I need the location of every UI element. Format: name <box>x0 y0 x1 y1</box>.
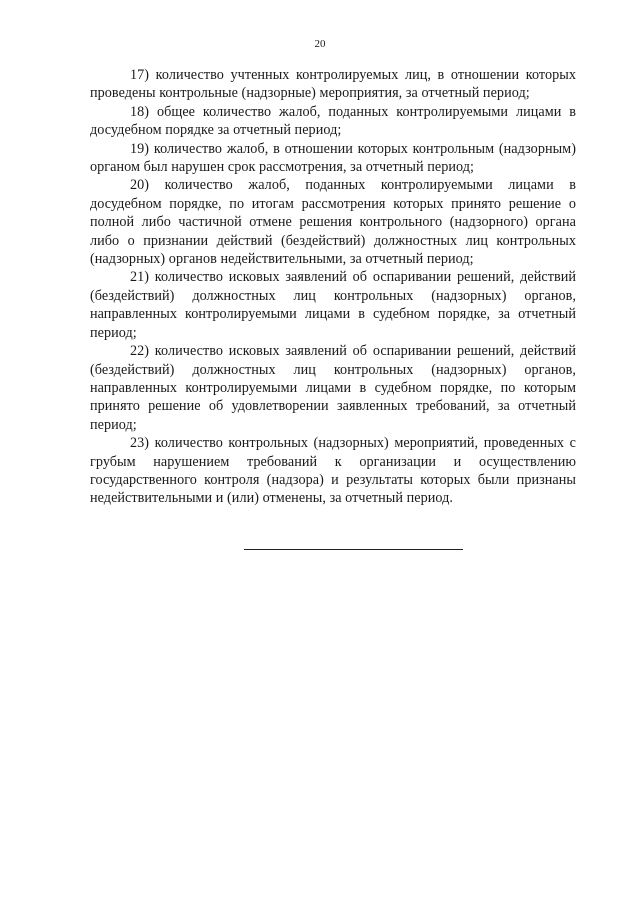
list-item-20: 20) количество жалоб, поданных контролируемыми лицами в досудебном порядке, по итогам рассмотрения которых принято решение о полной либо частичной отмене решения контрольного (надзорного) органа либо о признании действий (бездействий) должностных лиц контрольных (надзорных) органов недействительными, за отчетный период; <box>90 177 576 268</box>
list-item-21: 21) количество исковых заявлений об оспаривании решений, действий (бездействий) должностных лиц контрольных (надзорных) органов, направленных контролируемыми лицами в судебном порядке, за отчетный период; <box>90 269 576 341</box>
document-body <box>90 66 576 508</box>
list-item-22: 22) количество исковых заявлений об оспаривании решений, действий (бездействий) должностных лиц контрольных (надзорных) органов, направленных контролируемыми лицами в судебном порядке, по которым принято решение об удовлетворении заявленных требований, за отчетный период; <box>90 343 576 433</box>
end-separator-line <box>244 549 463 550</box>
list-item-18: 18) общее количество жалоб, поданных контролируемыми лицами в досудебном порядке за отчетный период; <box>90 103 576 139</box>
list-item-19: 19) количество жалоб, в отношении которых контрольным (надзорным) органом был нарушен срок рассмотрения, за отчетный период; <box>90 140 576 176</box>
list-item-17: 17) количество учтенных контролируемых лиц, в отношении которых проведены контрольные (надзорные) мероприятия, за отчетный период; <box>90 67 576 102</box>
list-item-23: 23) количество контрольных (надзорных) мероприятий, проведенных с грубым нарушением требований к организации и осуществлению государственного контроля (надзора) и результаты которых были признаны недействительными и (или) отменены, за отчетный период. <box>90 435 576 507</box>
page-number: 20 <box>314 38 326 50</box>
